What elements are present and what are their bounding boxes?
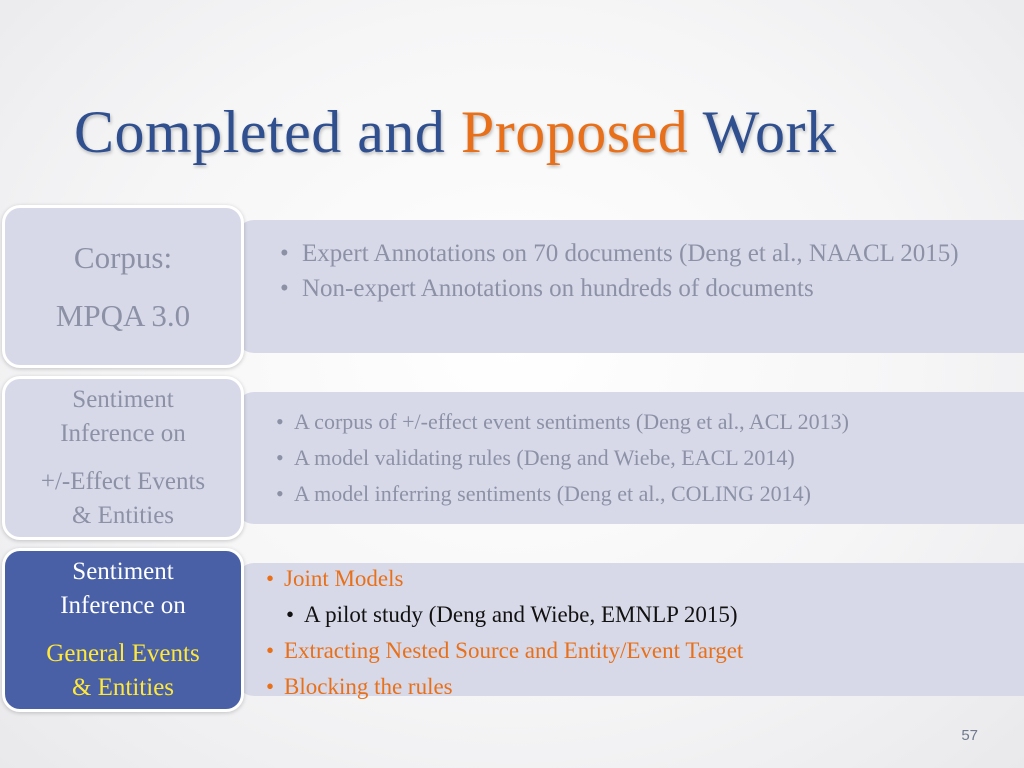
bullet-text: Extracting Nested Source and Entity/Event Target	[284, 638, 744, 663]
list-item	[276, 440, 1004, 476]
bullet-icon: •	[276, 445, 284, 470]
bullet-text: A pilot study (Deng and Wiebe, EMNLP 2015)	[304, 602, 738, 627]
general-events-details-band	[236, 563, 1024, 699]
card-label-line: Sentiment	[72, 386, 174, 413]
bullet-text: Blocking the rules	[284, 674, 453, 699]
corpus-label-card	[2, 205, 244, 368]
bullet-icon: •	[276, 409, 284, 434]
general-events-label-card	[2, 548, 244, 712]
card-label-line: Inference on	[60, 592, 186, 619]
bullet-text: A model inferring sentiments (Deng et al., COLING 2014)	[294, 481, 811, 506]
sub-list-item	[286, 597, 1004, 633]
corpus-details-band	[236, 220, 1024, 353]
bullet-text: A model validating rules (Deng and Wiebe, EACL 2014)	[294, 445, 795, 470]
effect-events-label-card	[2, 376, 244, 540]
title-part-proposed: Proposed	[460, 99, 689, 165]
card-label-line: & Entities	[71, 502, 175, 529]
bullet-text: Expert Annotations on 70 documents (Deng et al., NAACL 2015)	[302, 240, 959, 267]
bullet-text: Joint Models	[284, 566, 404, 591]
list-item	[276, 404, 1004, 440]
slide-title	[74, 98, 837, 167]
bullet-icon: •	[276, 481, 284, 506]
corpus-bullet-list	[280, 236, 984, 306]
list-item	[266, 561, 1004, 597]
bullet-text: A corpus of +/-effect event sentiments (Deng et al., ACL 2013)	[294, 409, 849, 434]
list-item	[266, 633, 1004, 669]
card-label-line: +/-Effect Events	[40, 468, 206, 495]
card-label-line: MPQA 3.0	[55, 297, 191, 333]
bullet-icon: •	[280, 275, 289, 302]
bullet-text: Non-expert Annotations on hundreds of documents	[302, 275, 814, 302]
bullet-icon: •	[266, 674, 275, 699]
bullet-icon: •	[266, 638, 275, 663]
effect-events-details-band	[236, 392, 1024, 524]
effect-events-bullet-list	[276, 404, 1004, 512]
page-number: 57	[961, 727, 978, 744]
bullet-icon: •	[266, 566, 275, 591]
card-label-line: & Entities	[71, 674, 175, 701]
card-label-line: Inference on	[60, 420, 186, 447]
list-item	[276, 476, 1004, 512]
list-item	[280, 236, 984, 271]
list-item	[266, 669, 1004, 705]
list-item	[280, 271, 984, 306]
card-label-line: General Events	[46, 640, 200, 667]
card-label-line: Sentiment	[72, 558, 174, 585]
bullet-icon: •	[280, 240, 289, 267]
title-part-work: Work	[688, 99, 837, 165]
bullet-icon: •	[286, 602, 295, 627]
card-label-line: Corpus:	[73, 239, 173, 275]
title-part-completed: Completed and	[74, 99, 461, 165]
general-events-bullet-list	[266, 561, 1004, 705]
